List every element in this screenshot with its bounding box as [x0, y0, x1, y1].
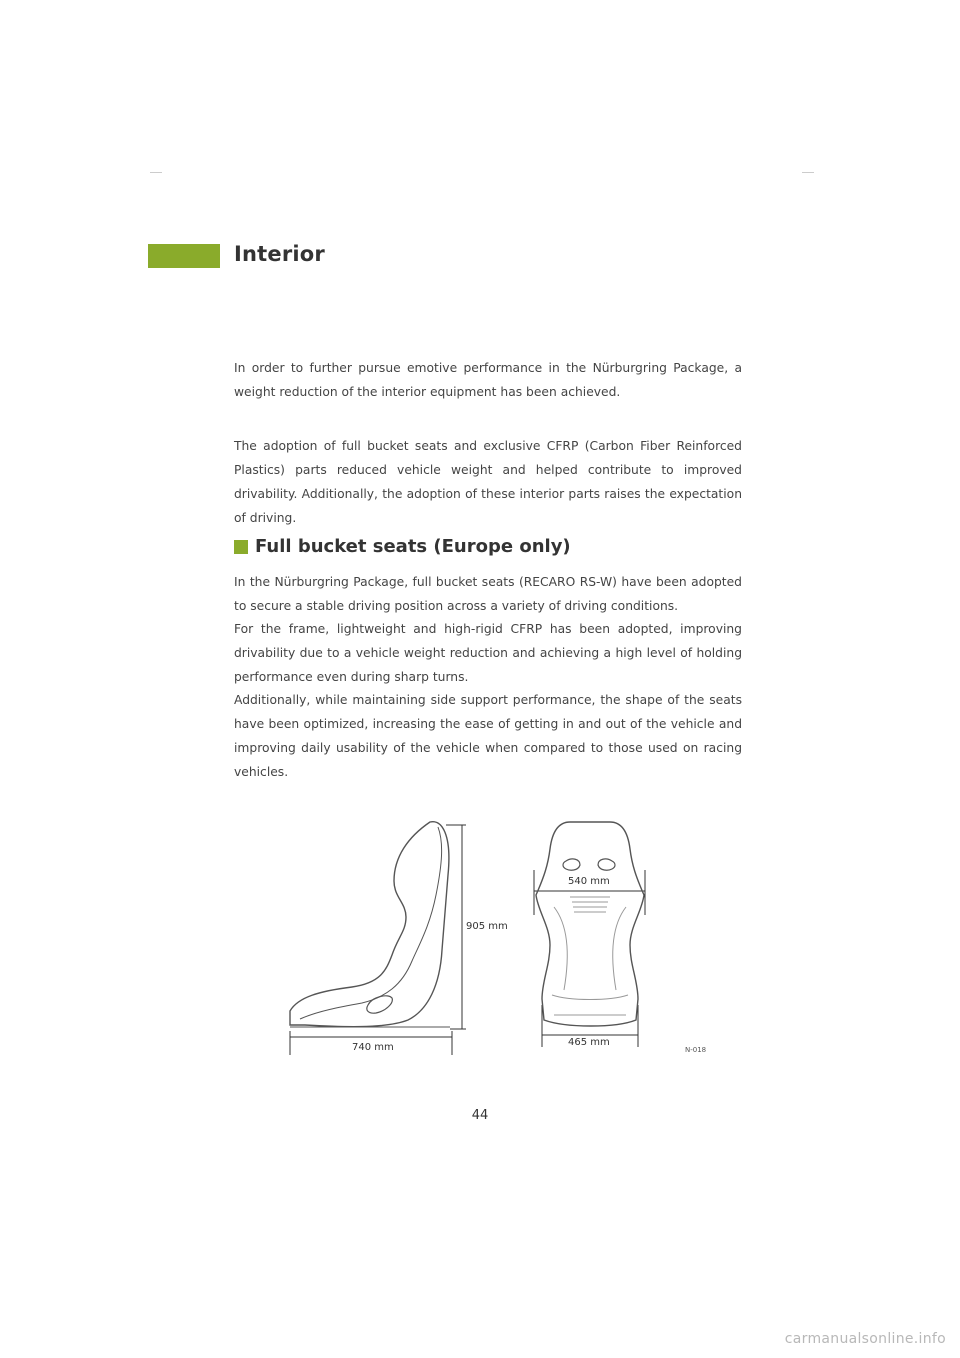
bucket-seat-figure: [270, 815, 730, 1065]
seat-diagram-svg: [270, 815, 730, 1065]
intro-paragraph-2: The adoption of full bucket seats and exclusive CFRP (Carbon Fiber Reinforced Plastics) parts reduced vehicle weight and helped contribute to improved drivability. Additionally, the adoption of these interior parts raises the expectation of driving.: [234, 439, 742, 525]
figure-code: N-018: [685, 1046, 707, 1054]
crop-mark-left: [150, 172, 162, 173]
page-number: 44: [471, 1108, 489, 1123]
subsection-paragraph-1: In the Nürburgring Package, full bucket seats (RECARO RS-W) have been adopted to secure a stable driving position across a variety of driving conditions.: [234, 575, 742, 613]
base-width-dimension-label: 465 mm: [568, 1037, 610, 1048]
subsection-paragraph-2: For the frame, lightweight and high-rigid CFRP has been adopted, improving drivability due to a vehicle weight reduction and achieving a high level of holding performance even during sharp turns.: [234, 622, 742, 684]
subsection-paragraph-3: Additionally, while maintaining side support performance, the shape of the seats have been optimized, increasing the ease of getting in and out of the vehicle and improving daily usability of the vehicle when compared to those used on racing vehicles.: [234, 693, 742, 779]
section-accent-bar: [148, 244, 220, 268]
height-dimension-label: 905 mm: [466, 921, 508, 932]
watermark: carmanualsonline.info: [784, 1331, 946, 1347]
crop-mark-right: [802, 172, 814, 173]
width-dimension-label: 540 mm: [568, 876, 610, 887]
square-bullet-icon: [234, 540, 248, 554]
intro-paragraph-1: In order to further pursue emotive performance in the Nürburgring Package, a weight reduction of the interior equipment has been achieved.: [234, 361, 742, 399]
depth-dimension-label: 740 mm: [352, 1042, 394, 1053]
section-title: Interior: [234, 242, 325, 266]
subsection-heading: [234, 536, 571, 557]
subsection-title: Full bucket seats (Europe only): [255, 536, 571, 557]
